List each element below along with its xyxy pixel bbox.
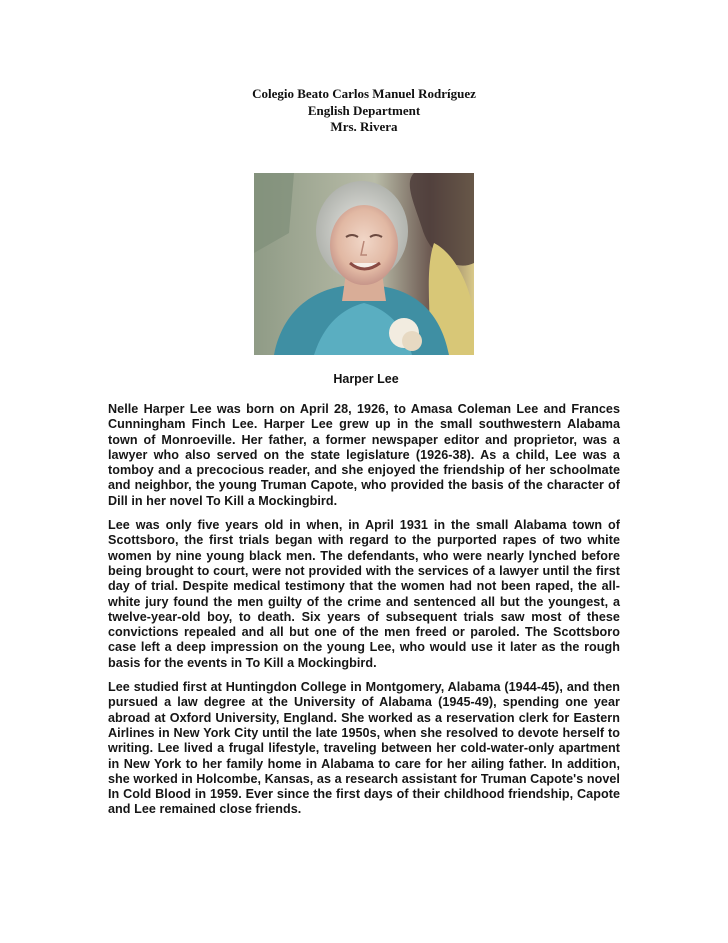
paragraph: Lee studied first at Huntingdon College in Montgomery, Alabama (1944-45), and then pursued a law degree at the University of Alabama (1945-49), spending one year abroad at Oxford University, England. She worked as a reservation clerk for Eastern Airlines in New York City until the late 1950s, when she resolved to devote herself to writing. Lee lived a frugal lifestyle, traveling between her cold-water-only apartment in New York to her family home in Alabama to care for her ailing father. In addition, she worked in Holcombe, Kansas, as a research assistant for Truman Capote's novel In Cold Blood in 1959. Ever since the first days of their childhood friendship, Capote and Lee remained close friends.	[108, 680, 620, 817]
author-photo	[254, 173, 474, 355]
document-header	[0, 86, 728, 136]
caption-text: Harper Lee	[333, 372, 399, 386]
department-name: English Department	[307, 102, 421, 118]
paragraph: Nelle Harper Lee was born on April 28, 1926, to Amasa Coleman Lee and Frances Cunningham Finch Lee. Harper Lee grew up in the small southwestern Alabama town of Monroeville. Her father, a former newspaper editor and proprietor, was a lawyer who also served on the state legislature (1926-38). As a child, Lee was a tomboy and a precocious reader, and she enjoyed the friendship of her schoolmate and neighbor, the young Truman Capote, who provided the basis of the character of Dill in her novel To Kill a Mockingbird.	[108, 402, 620, 508]
paragraph: Lee was only five years old in when, in April 1931 in the small Alabama town of Scottsboro, the first trials began with regard to the purported rapes of two white women by nine young black men. The defendants, who were nearly lynched before being brought to court, were not provided with the services of a lawyer until the first day of trial. Despite medical testimony that the women had not been raped, the all-white jury found the men guilty of the crime and sentenced all but the youngest, a twelve-year-old boy, to death. Six years of subsequent trials saw most of these convictions repealed and all but one of the men freed or paroled. The Scottsboro case left a deep impression on the young Lee, who would use it later as the rough basis for the events in To Kill a Mockingbird.	[108, 518, 620, 670]
photo-caption	[0, 372, 728, 386]
biography-text	[108, 402, 620, 827]
teacher-name: Mrs. Rivera	[330, 119, 398, 134]
school-name: Colegio Beato Carlos Manuel Rodríguez	[252, 86, 476, 101]
